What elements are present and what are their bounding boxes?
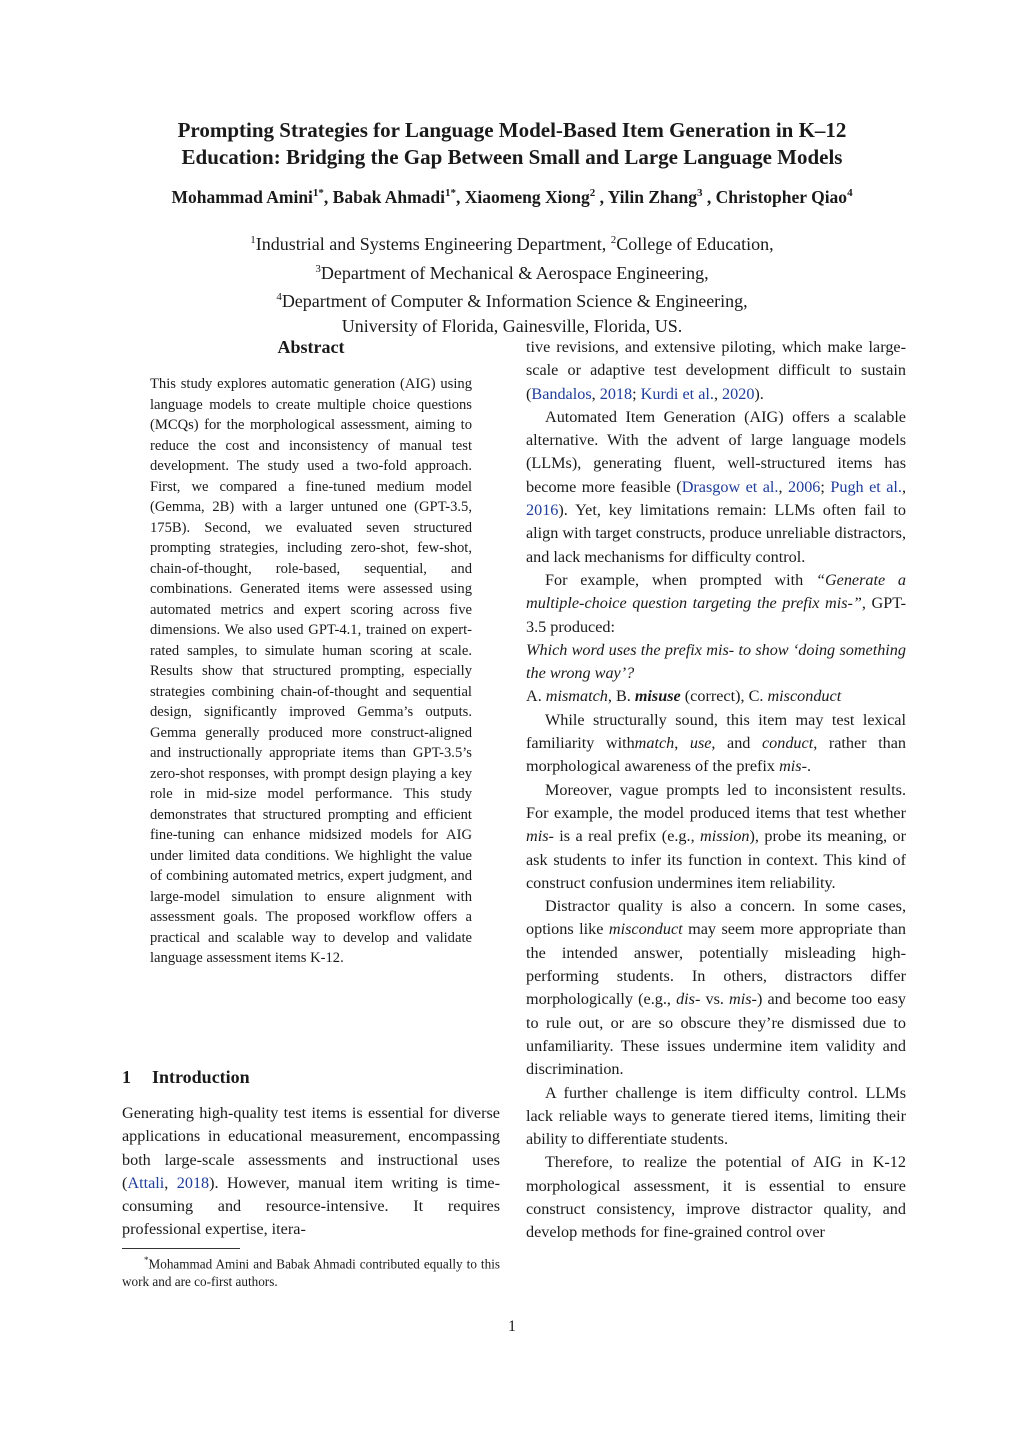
paragraph-text: , and (711, 734, 762, 753)
affiliation-mark: 4 (276, 291, 282, 303)
paragraph-text: tive revisions, and extensive piloting, which make large-scale or adaptive test development difficult to sustain ( (526, 338, 906, 403)
author-affiliation-mark: 2 (589, 187, 596, 199)
italic-term: dis- (676, 990, 701, 1009)
italic-term: misconduct (608, 920, 683, 939)
title-line-1: Prompting Strategies for Language Model-Based Item Generation in K–12 (177, 118, 847, 142)
affiliation-line (100, 285, 924, 314)
page-number: 1 (508, 1318, 516, 1335)
right-column (526, 336, 906, 1245)
italic-term: mis- (779, 757, 807, 776)
italic-term: match (634, 734, 675, 753)
paragraph-text: . (806, 757, 812, 776)
paragraph-distractors (526, 895, 906, 1081)
citation-link[interactable]: Kurdi et al. (640, 384, 714, 403)
paragraph-text: While structurally sound, this item may test lexical familiarity with (526, 710, 906, 753)
paragraph-text: , GPT-3.5 produced: (526, 594, 906, 636)
paragraph-text: ). Yet, key limitations remain: LLMs often fail to align with target constructs, produce unreliable distractors, and lack mechanisms for difficulty control. (526, 501, 906, 566)
section-heading-introduction (122, 1064, 250, 1090)
paragraph-text: vs. (700, 990, 730, 1009)
citation-link[interactable]: Pugh et al. (830, 477, 902, 496)
title-line-2: Education: Bridging the Gap Between Small and Large Language Models (181, 145, 843, 169)
affiliation-text: Department of Computer & Information Science & Engineering, (281, 291, 748, 311)
footnote (122, 1252, 500, 1290)
italic-term: mission (700, 827, 750, 846)
paragraph-text: Moreover, vague prompts led to inconsistent results. For example, the model produced items that test whether (526, 780, 906, 822)
option-text: misconduct (767, 687, 842, 706)
paragraph-text: For example, when prompted with (545, 570, 816, 589)
paragraph-text: , rather than morphological awareness of the prefix (526, 734, 906, 776)
paragraph-text: Generating high-quality test items is essential for diverse applications in educational measurement, encompassing both large-scale assessments and instructional uses ( (122, 1104, 500, 1192)
italic-term: conduct (761, 734, 814, 753)
affiliation-mark: 2 (610, 234, 617, 246)
author-affiliation-mark: 3 (697, 187, 703, 199)
affiliation-text: College of Education, (616, 234, 774, 254)
author-name: Christopher Qiao (715, 186, 848, 207)
footnote-mark: * (144, 1255, 149, 1265)
author-name: Xiaomeng Xiong (464, 186, 590, 207)
author-separator: , (595, 186, 608, 207)
italic-term: mis- (526, 827, 554, 846)
paragraph-conclusion: Therefore, to realize the potential of AIG in K-12 morphological assessment, it is essential to ensure construct consistency, improve distractor quality, and develop methods for fine-grained control over (526, 1153, 906, 1242)
paragraph-text: is a real prefix (e.g., (553, 827, 701, 846)
affiliation-mark: 3 (315, 262, 321, 275)
paragraph-text: Automated Item Generation (AIG) offers a scalable alternative. With the advent of large language models (LLMs), generating fluent, well-structured items has become more feasible ( (526, 407, 906, 496)
section-number: 1 (122, 1067, 131, 1087)
abstract-text: This study explores automatic generation (AIG) using language models to create multiple choice questions (MCQs) for the morphological assessment, aiming to reduce the cost and inconsistency of manual test development. The study used a two-fold approach. First, we compared a fine-tuned medium model (Gemma, 2B) with a larger untuned one (GPT-3.5, 175B). Second, we evaluated seven structured prompting strategies, including zero-shot, few-shot, chain-of-thought, role-based, sequential, and combinations. Generated items were assessed using automated metrics and expert scoring across five dimensions. We also used GPT-4.1, trained on expert-rated samples, to simulate human scoring at scale. Results show that structured prompting, especially strategies combining chain-of-thought and sequential design, significantly improved Gemma’s outputs. Gemma generally produced more construct-aligned and instructionally appropriate items than GPT-3.5’s zero-shot responses, with prompt design playing a key role in mid-size model performance. This study demonstrates that structured prompting and efficient fine-tuning can enhance midsized models for AIG under limited data conditions. We highlight the value of combining automated metrics, expert judgment, and large-model simulation to ensure alignment with assessment goals. The proposed workflow offers a practical and scalable way to develop and validate language assessment items K-12. (150, 376, 472, 966)
author-affiliation-mark: 4 (847, 187, 853, 199)
affiliation-text: Department of Mechanical & Aerospace Engineering, (320, 262, 709, 283)
paragraph-text: ) and become too easy to rule out, or are so obscure they’re dismissed due to unfamiliarity. These issues undermine item validity and discrimination. (526, 990, 906, 1079)
section-title: Introduction (152, 1067, 250, 1087)
option-label: , B. (607, 687, 635, 706)
option-label: A. (526, 687, 546, 706)
option-correct-text: misuse (634, 687, 681, 706)
paragraph-analysis (526, 709, 906, 779)
paragraph-aig: Automated Item Generation (AIG) offers a scalable alternative. With the advent of large language models (LLMs), generating fluent, well-structured items has become more feasible (Drasgow et al., 2006; Pugh et al., 2016). Yet, key limitations remain: LLMs often fail to align with target constructs, produce unreliable distractors, and lack mechanisms for difficulty control. (526, 407, 907, 566)
affiliation-line (100, 257, 924, 286)
citation-year-link[interactable]: 2018 (176, 1173, 210, 1192)
paragraph-text: may seem more appropriate than the intended answer, potentially misleading high-performing students. In others, distractors differ morphologically (e.g., (526, 920, 906, 1009)
citation-year-link[interactable]: 2018 (599, 384, 633, 403)
paragraph-text: ). However, manual item writing is time-consuming and resource-intensive. It requires professional expertise, itera- (122, 1173, 500, 1239)
author-separator: , (323, 186, 333, 207)
paragraph-example (526, 569, 906, 639)
example-options (526, 685, 906, 708)
paragraph-continuation: tive revisions, and extensive piloting, which make large-scale or adaptive test development difficult to sustain (Bandalos, 2018; Kurdi et al., 2020). (526, 338, 906, 403)
option-text: mismatch (545, 687, 608, 706)
paragraph-text: Distractor quality is also a concern. In some cases, options like (526, 897, 906, 939)
footnote-divider (122, 1248, 240, 1249)
author-separator: , (456, 186, 465, 207)
italic-term: use (689, 734, 712, 753)
author-name: Yilin Zhang (607, 186, 698, 207)
example-question: Which word uses the prefix mis- to show ‘doing something the wrong way’? (526, 640, 906, 683)
paragraph-text: ), probe its meaning, or ask students to infer its function in context. This kind of construct confusion undermines item reliability. (526, 827, 906, 892)
italic-term: mis- (729, 990, 757, 1009)
paragraph-vague-prompts (526, 779, 906, 895)
affiliations (100, 228, 924, 338)
citation-link[interactable]: Bandalos (531, 384, 592, 403)
intro-paragraph: Generating high-quality test items is essential for diverse applications in educational measurement, encompassing both large-scale assessments and instructional uses (Attali, 2018). However, manual item writing is time-consuming and resource-intensive. It requires professional expertise, itera- (122, 1104, 500, 1239)
affiliation-text: Industrial and Systems Engineering Department, (255, 234, 611, 254)
paragraph-text: ). (754, 384, 764, 403)
citation-link[interactable]: Attali (127, 1173, 165, 1192)
affiliation-mark: 1 (250, 234, 256, 246)
paragraph-text: , (674, 734, 690, 753)
author-list (40, 180, 984, 210)
abstract-heading: Abstract (277, 337, 345, 357)
paragraph-difficulty: A further challenge is item difficulty control. LLMs lack reliable ways to generate tiered items, limiting their ability to differentiate students. (526, 1083, 906, 1149)
author-name: Babak Ahmadi (332, 186, 446, 207)
author-name: Mohammad Amini (171, 186, 313, 207)
prompt-quote: “Generate a multiple-choice question targeting the prefix mis-” (526, 570, 906, 613)
author-separator: , (702, 186, 716, 207)
footnote-text: Mohammad Amini and Babak Ahmadi contributed equally to this work and are co-first authors. (122, 1256, 500, 1289)
option-label: (correct), C. (680, 687, 768, 706)
citation-year-link[interactable]: 2020 (722, 384, 755, 403)
author-affiliation-mark: 1* (445, 187, 457, 199)
author-affiliation-mark: 1* (312, 187, 324, 199)
affiliation-line (100, 228, 924, 257)
affiliation-line: University of Florida, Gainesville, Florida, US. (341, 315, 683, 336)
citation-year-link[interactable]: 2006 (788, 477, 821, 496)
citation-year-link[interactable]: 2016 (526, 501, 559, 520)
paper-title (60, 117, 964, 171)
citation-link[interactable]: Drasgow et al. (681, 477, 779, 496)
left-column (122, 334, 500, 969)
